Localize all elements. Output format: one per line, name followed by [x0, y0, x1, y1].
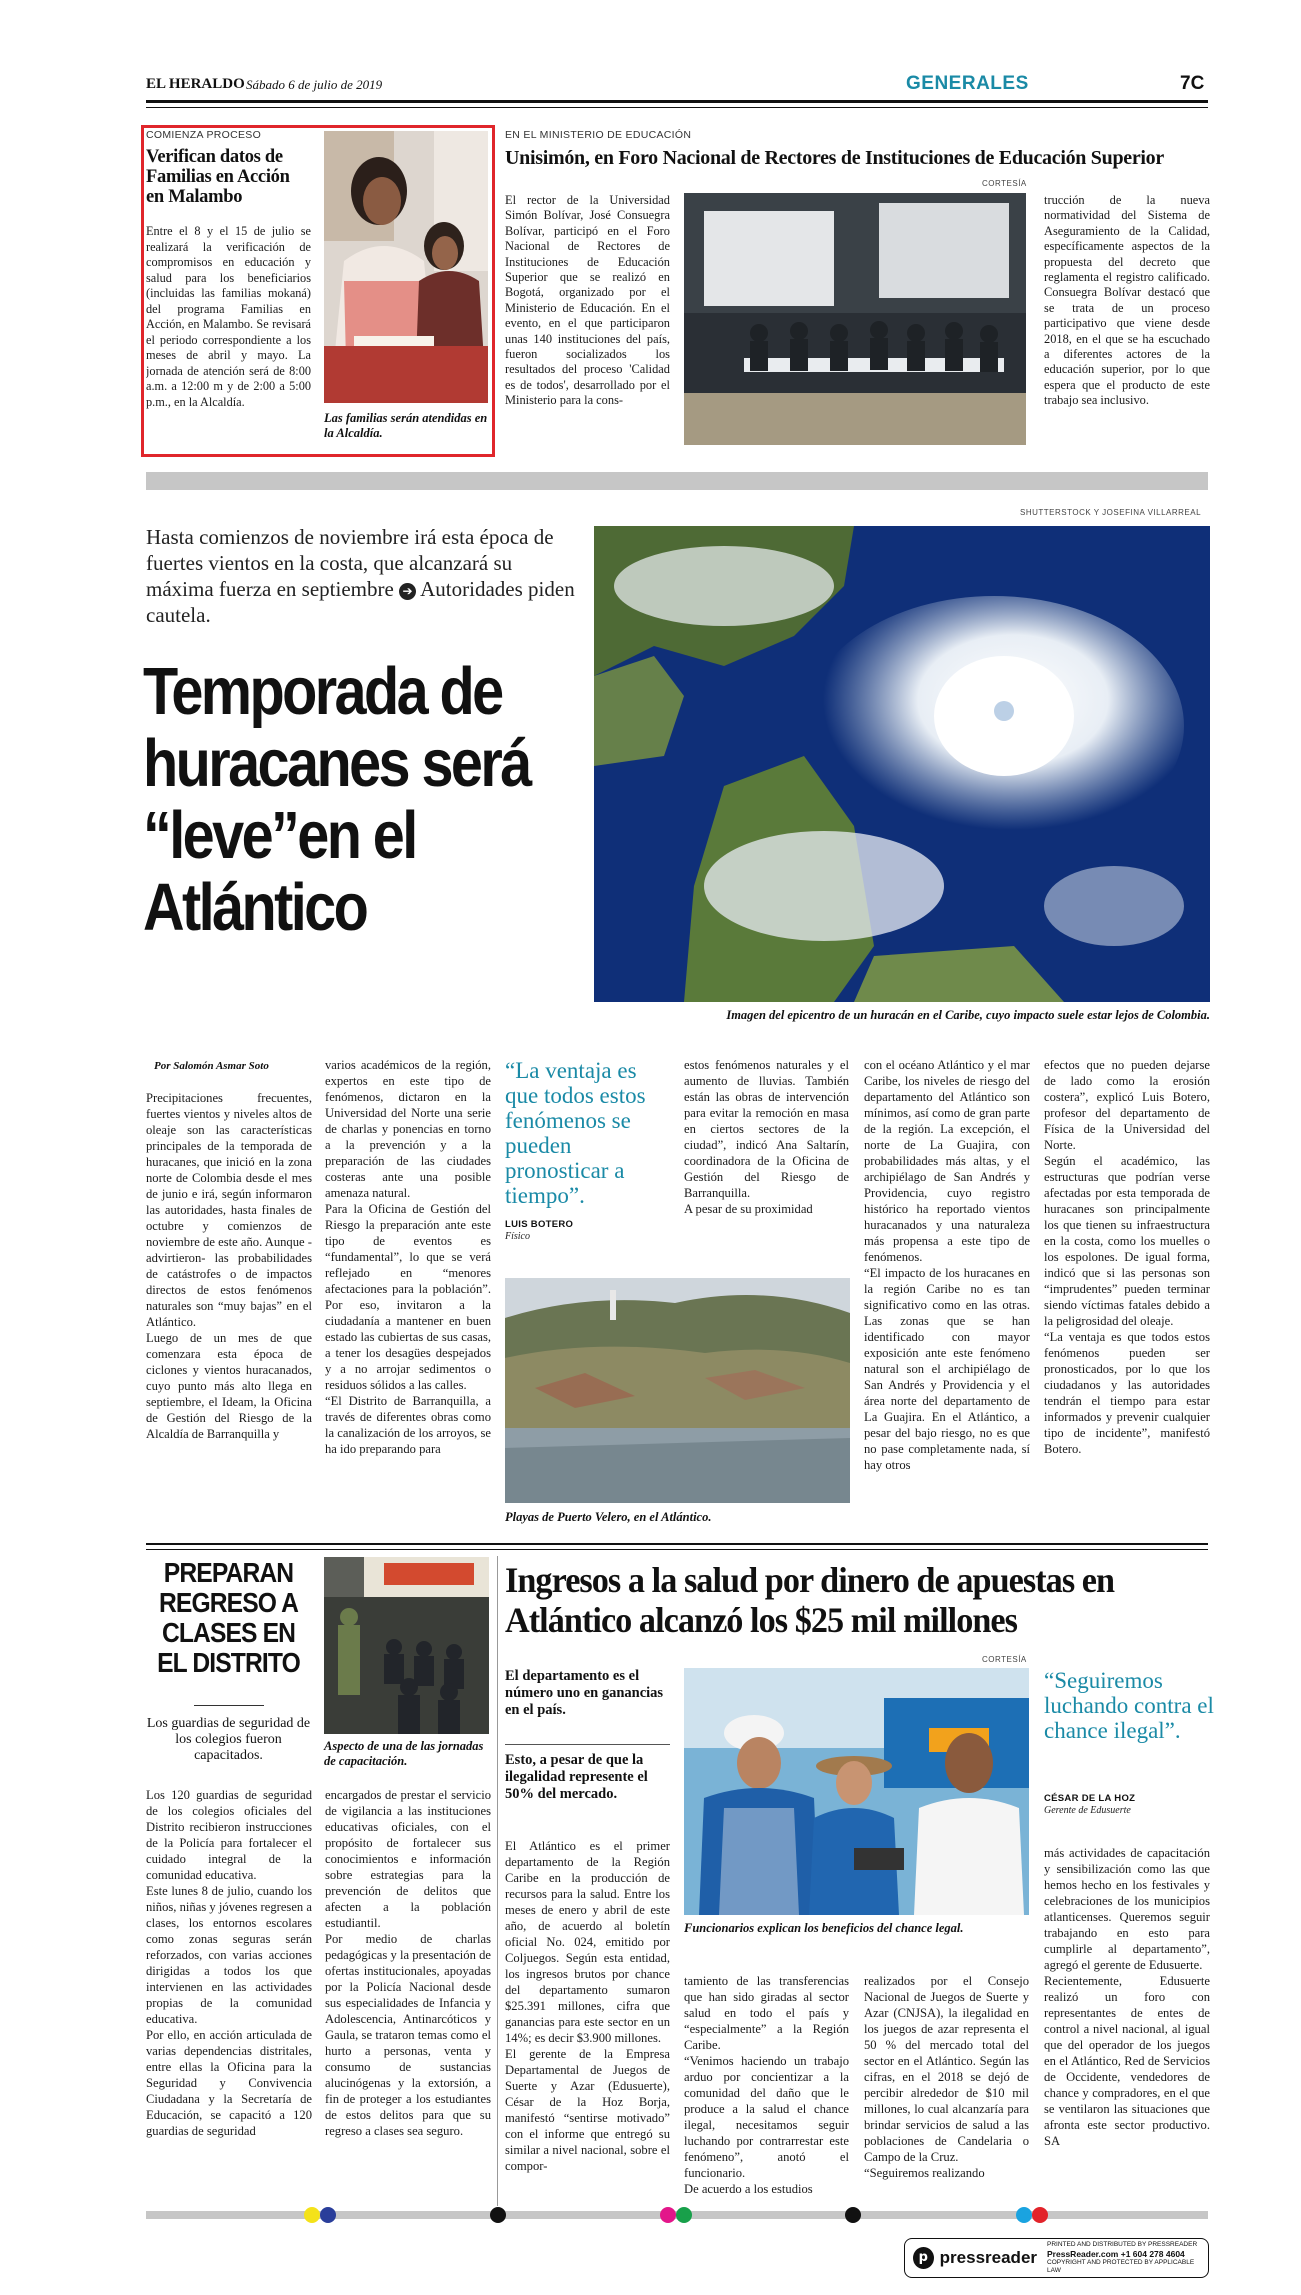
- school-title-rule: [194, 1705, 264, 1706]
- health-photo: [684, 1668, 1029, 1915]
- column-divider: [497, 1556, 498, 2206]
- section-rule: [146, 1543, 1208, 1545]
- main-deck-text-b: Autoridades piden cautela.: [146, 577, 575, 627]
- header-rule-thin: [146, 107, 1208, 108]
- coastline-image: [505, 1278, 850, 1503]
- pressreader-line3: COPYRIGHT AND PROTECTED BY APPLICABLE LAW: [1047, 2259, 1195, 2274]
- main-col3: estos fenómenos naturales y el aumento de lluvias. También están las obras de intervención para evitar la remoción en masa en ciertos sectores de la ciudad”, indicó Ana Saltarín, coordinadora de la Oficina de Gestión del Riesgo de Barranquilla. A pesar de su proximidad: [684, 1058, 849, 1216]
- health-pullquote: “Seguiremos luchando contra el chance ilegal”.: [1044, 1668, 1214, 1743]
- header-rule: [146, 100, 1208, 103]
- main-caption: Imagen del epicentro de un huracán en el Caribe, cuyo impacto suele estar lejos de Colombia.: [726, 1008, 1210, 1022]
- main-pullquote: “La ventaja es que todos estos fenómenos se pueden pronosticar a tiempo”.: [505, 1058, 646, 1208]
- brief2-credit: CORTESÍA: [982, 179, 1027, 188]
- pressreader-line1: PRINTED AND DISTRIBUTED BY PRESSREADER: [1047, 2241, 1198, 2248]
- main-deck: [146, 524, 581, 628]
- section-name: GENERALES: [906, 73, 1029, 94]
- health-dek2: Esto, a pesar de que la ilegalidad represente el 50% del mercado.: [505, 1752, 648, 1802]
- women-at-desk-image: [324, 131, 488, 403]
- brief-photo: [324, 131, 488, 403]
- school-caption: Aspecto de una de las jornadas de capacitación.: [324, 1739, 484, 1768]
- main-quote-role: Físico: [505, 1231, 530, 1242]
- brief2-col2: trucción de la nueva normatividad del Sistema de Aseguramiento de la Calidad, específicamente aspectos de la propuesta del decreto que reglamenta el registro calificado. Consuegra Bolívar destacó que se trata de un proceso participativo que viene desde 2018, en el que se ha escuchado a diferentes actores de la educación superior, por lo que espera que el producto de este trabajo sea inclusivo.: [1044, 193, 1210, 408]
- page-number: 7C: [1180, 73, 1205, 94]
- satellite-hurricane-image: [594, 526, 1210, 1002]
- section-rule-thin: [146, 1549, 1208, 1550]
- health-credit: CORTESÍA: [982, 1655, 1027, 1664]
- conference-panel-image: [684, 193, 1026, 445]
- school-col1: Los 120 guardias de seguridad de los colegios oficiales del Distrito recibieron instrucciones de la Policía para fortalecer el cuidado integral de la comunidad educativa. Este lunes 8 de julio, cuando los niños, niñas y jóvenes regresen a clases, los entornos escolares como zonas seguras serán reforzados, con varias acciones dirigidas a todos los que intervienen en las actividades propias de la comunidad educativa. Por ello, en acción articulada de varias dependencias distritales, entre ellas la Oficina para la Seguridad y Convivencia Ciudadana y la Secretaría de Educación, se capacitó a 120 guardias de seguridad: [146, 1788, 312, 2138]
- school-dek: Los guardias de seguridad de los colegios fueron capacitados.: [146, 1716, 311, 1763]
- separator-bar-top: [146, 472, 1208, 490]
- reg-dot-black-1: [490, 2207, 506, 2223]
- brief-body: Entre el 8 y el 15 de julio se realizará la verificación de compromisos en educación y salud para los beneficiarios (incluidas las familias mokaná) del programa Familias en Acción, en Malambo. Se revisará el periodo correspondiente a los meses de abril y mayo. La jornada de atención será de 8:00 a.m. a 12:00 m y de 2:00 a 5:00 p.m., en la Alcaldía.: [146, 224, 311, 409]
- main-headline: Temporada de huracanes será “leve”en el Atlántico: [143, 654, 530, 945]
- pressreader-line2: PressReader.com +1 604 278 4604: [1047, 2249, 1185, 2259]
- reg-dot-magenta: [660, 2207, 676, 2223]
- brief-caption: Las familias serán atendidas en la Alcaldía.: [324, 411, 488, 440]
- school-col2: encargados de prestar el servicio de vigilancia a las instituciones educativas oficiales, con el propósito de fortalecer sus conocimientos e información sobre estrategias para la prevención de delitos que afecten a la población estudiantil. Por medio de charlas pedagógicas y la presentación de ofertas institucionales, apoyadas por la Policía Nacional desde sus especialidades de Infancia y Adolescencia, Antinarcóticos y Gaula, se trataron temas como el hurto a personas, venta y consumo de sustancias alucinógenas y la extorsión, a fin de proteger a los estudiantes de estos delitos para que su regreso a clases sea seguro.: [325, 1788, 491, 2138]
- main-col2: varios académicos de la región, expertos en este tipo de fenómenos, dictaron en la Universidad del Norte una serie de charlas y ponencias en torno a la prevención y a la preparación de las ciudades costeras ante una posible amenaza natural. Para la Oficina de Gestión del Riesgo la preparación ante este tipo de eventos es “fundamental”, lo que se verá reflejado en “menores afectaciones para la población”. Por eso, invitaron a la ciudadanía a mantener en buen estado las cubiertas de sus casas, a tener los desagües despejados y a no arrojar sedimentos o residuos sólidos a las calles. “El Distrito de Barranquilla, a través de diferentes obras como la canalización de los arroyos, se ha ido preparando para: [325, 1058, 491, 1456]
- health-title: Ingresos a la salud por dinero de apuestas en Atlántico alcanzó los $25 mil millones: [505, 1560, 1115, 1640]
- main-col5: efectos que no pueden dejarse de lado como la erosión costera”, explicó Luis Botero, profesor del departamento de Física de la Universidad del Norte. Según el académico, las estructuras que podrían verse afectadas por esta temporada de huracanes son principalmente los que tienen su infraestructura en la costa, como los muelles o los espolones. De igual forma, indicó que si las personas son “imprudentes” pueden terminar siendo víctimas fatales debido a la peligrosidad del oleaje. “La ventaja es que todos estos fenómenos pueden ser pronosticados, por lo que los ciudadanos y las autoridades tendrán el tiempo para estar informados y prevenir cualquier tipo de incidente”, manifestó Botero.: [1044, 1058, 1210, 1456]
- brief-kicker: COMIENZA PROCESO: [146, 129, 262, 141]
- pressreader-brand: pressreader: [939, 2248, 1038, 2267]
- health-col4: más actividades de capacitación y sensibilización como las que hemos hecho en los festivales y celebraciones de los municipios atlanticenses. Queremos seguir trabajando en esto para cumplirle al departamento”, agregó el gerente de Edusuerte. Recientemente, Edusuerte realizó un foro con representantes de entes de control a nivel nacional, al igual que del operador de los juegos en el Atlántico, Red de Servicios de Occidente, vendedores de chance y compradores, en el que se ventilaron las situaciones que afronta este sector productivo. SA: [1044, 1846, 1210, 2148]
- hurricane-photo: [594, 526, 1210, 1002]
- pressreader-badge[interactable]: [904, 2238, 1209, 2278]
- main-credit: SHUTTERSTOCK Y JOSEFINA VILLARREAL: [1020, 508, 1202, 517]
- main-col1: Precipitaciones frecuentes, fuertes vientos y niveles altos de oleaje son las características principales de la temporada de huracanes, que inició en la zona norte de Colombia desde el mes de junio e irá, según informaron las autoridades, hasta finales de octubre y comienzos de noviembre de este año. Aunque -advirtieron- las probabilidades de catástrofes o de impactos directos de estos fenómenos naturales son “muy bajas” en el Atlántico. Luego de un mes de que comenzara esta época de ciclones y vientos huracanados, cuyo punto más alto llega en septiembre, el Ideam, la Oficina de Gestión del Riesgo de la Alcaldía de Barranquilla y: [146, 1091, 312, 1441]
- main-quote-name: LUIS BOTERO: [505, 1219, 574, 1230]
- school-photo: [324, 1557, 489, 1734]
- main-col4: con el océano Atlántico y el mar Caribe, los niveles de riesgo del departamento del Atlántico son mínimos, así como de gran parte de la región. La excepción, el norte de La Guajira, con probabilidades más altas, y el archipiélago de San Andrés y Providencia, cuyo registro histórico ha reportado vientos huracanados y una naturaleza más propensa a este tipo de fenómenos. “El impacto de los huracanes en la región Caribe no es tan significativo como en las otras. Las zonas que se han identificado con mayor exposición ante este fenómeno natural son el archipiélago de San Andrés y Providencia y el área norte del departamento de La Guajira. En el Atlántico, a pesar del bajo riesgo, no es que no pase completamente nada, sí hay otros: [864, 1058, 1030, 1472]
- health-col3: realizados por el Consejo Nacional de Juegos de Suerte y Azar (CNJSA), la ilegalidad en los juegos de azar representa el 50 % del mercado total del sector en el Atlántico. Según las cifras, en el 2018 se dejó de percibir alrededor de $10 mil millones, lo cual alcanzaría para brindar servicios de salud a las poblaciones de Candelaria o Campo de la Cruz. “Seguiremos realizando: [864, 1974, 1029, 2180]
- reg-dot-black-2: [845, 2207, 861, 2223]
- school-title: PREPARAN REGRESO A CLASES EN EL DISTRITO: [157, 1557, 300, 1678]
- officials-explaining-image: [684, 1668, 1029, 1915]
- health-dek-rule: [505, 1744, 670, 1745]
- health-col1: El Atlántico es el primer departamento de la Región Caribe en la producción de recursos para la salud. Entre los meses de enero y abril de este año, de acuerdo al boletín oficial No. 024, emitido por Coljuegos. Según esta entidad, los ingresos brutos por chance del departamento sumaron $25.391 millones, cifra que ganancias para este sector en un 14%; es decir $3.900 millones. El gerente de la Empresa Departamental de Juegos de Suerte y Azar (Edusuerte), César de la Hoz Borja, manifestó “sentirse motivado” con el informe que entregó su similar a nivel nacional, sobre el compor-: [505, 1839, 670, 2173]
- health-quote-name: CÉSAR DE LA HOZ: [1044, 1793, 1136, 1804]
- arrow-circle-icon: ➔: [399, 583, 416, 600]
- pressreader-info: [1047, 2241, 1200, 2275]
- reg-dot-yellow: [304, 2207, 320, 2223]
- brief2-col1: El rector de la Universidad Simón Bolívar, José Consuegra Bolívar, participó en el Foro Nacional de Rectores de Instituciones de Educación Superior que se realizó en Bogotá, organizado por el Ministerio de Educación. En el evento, en el que participaron unas 140 instituciones del país, fueron socializados los resultados del proceso 'Calidad es de todos', desarrollado por el Ministerio para la cons-: [505, 193, 670, 408]
- main-byline: Por Salomón Asmar Soto: [154, 1060, 269, 1072]
- pressreader-logo-icon: p: [913, 2247, 934, 2269]
- health-col2: tamiento de las transferencias que han sido giradas al sector salud en todo el país y “especialmente” a la Región Caribe. “Venimos haciendo un trabajo arduo por concientizar a la comunidad del daño que le produce a la salud el chance ilegal, necesitamos seguir luchando por contrarrestar este fenómeno”, anotó el funcionario. De acuerdo a los estudios: [684, 1974, 849, 2196]
- health-caption: Funcionarios explican los beneficios del chance legal.: [684, 1921, 964, 1935]
- paper-name: EL HERALDO: [146, 76, 245, 92]
- reg-dot-green: [676, 2207, 692, 2223]
- issue-date: Sábado 6 de julio de 2019: [246, 77, 383, 92]
- forum-photo: [684, 193, 1026, 445]
- brief-title: Verifican datos de Familias en Acción en Malambo: [146, 147, 290, 207]
- reg-dot-red: [1032, 2207, 1048, 2223]
- health-dek1: El departamento es el número uno en ganancias en el país.: [505, 1668, 664, 1718]
- main-deck-text: Hasta comienzos de noviembre irá esta época de fuertes vientos en la costa, que alcanzará su máxima fuerza en septiembre: [146, 525, 554, 601]
- brief2-kicker: EN EL MINISTERIO DE EDUCACIÓN: [505, 129, 692, 141]
- health-quote-role: Gerente de Edusuerte: [1044, 1805, 1131, 1816]
- training-session-image: [324, 1557, 489, 1734]
- beach-photo: [505, 1278, 850, 1503]
- brief2-title: Unisimón, en Foro Nacional de Rectores de Instituciones de Educación Superior: [505, 147, 1164, 169]
- reg-dot-cyan: [1016, 2207, 1032, 2223]
- beach-caption: Playas de Puerto Velero, en el Atlántico.: [505, 1510, 712, 1524]
- reg-dot-blue: [320, 2207, 336, 2223]
